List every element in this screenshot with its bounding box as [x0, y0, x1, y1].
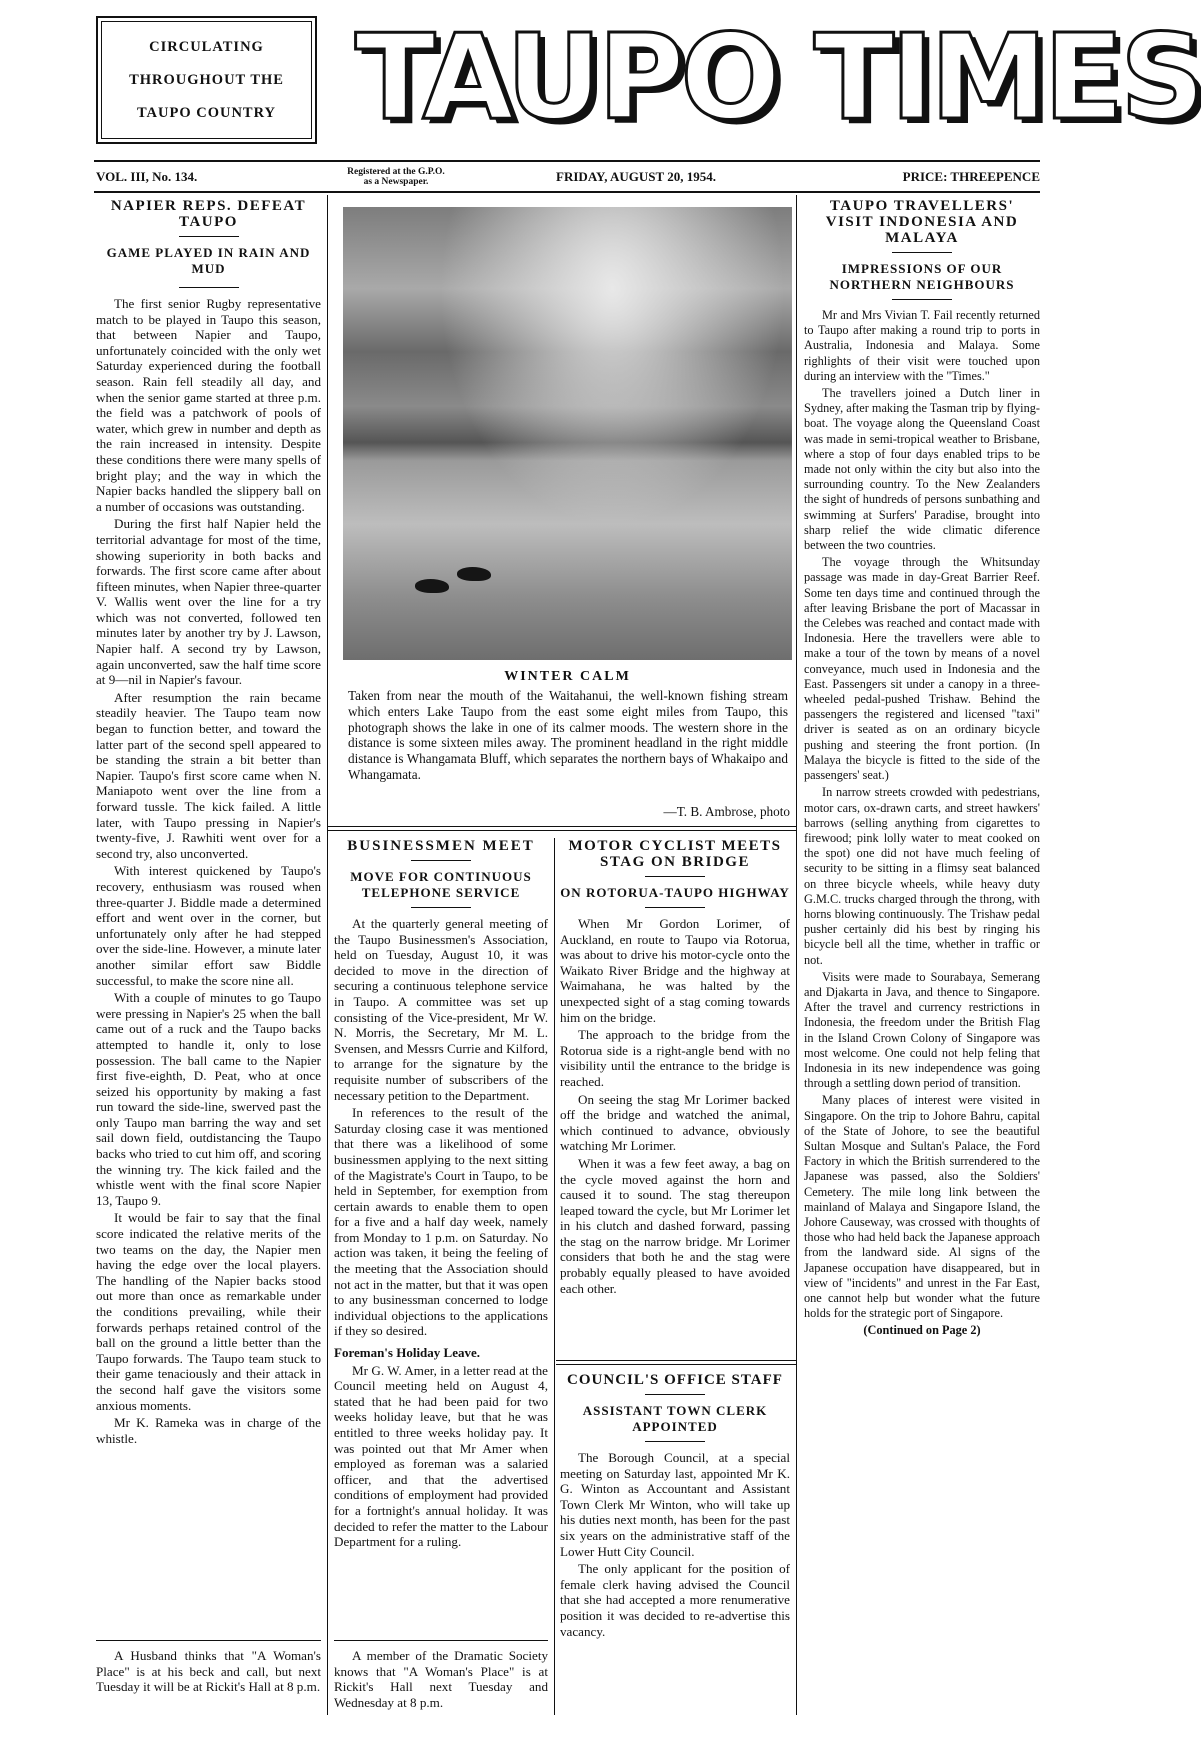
registration-line: as a Newspaper. — [363, 177, 429, 187]
travellers-paragraph: The travellers joined a Dutch liner in Sydney, after making the Tasman trip by flying-boat. The voyage along the Queensland Coast was made in semi-tropical weather to Brisbane, where a stop of four days enabled trips to be made not only within the city but also into the surrounding country. To the New Zealanders the sight of hundreds of persons sunbathing and swimming at Surfers' Paradise, brought into sharp relief the wide climatic diference between the two countries. — [804, 386, 1040, 553]
divider — [96, 1640, 321, 1641]
council-headline: COUNCIL'S OFFICE STAFF — [567, 1372, 783, 1388]
registration-line: Registered at the G.P.O. — [347, 167, 445, 177]
stag-paragraph: When it was a few feet away, a bag on the cycle moved against the horn and caused it to sound. The stag thereupon leaped toward the cycle, but Mr Lorimer let in his clutch and dashed forward, passing the stag on the narrow bridge. Mr Lorimer considers that both he and the stag were probably equally pleased to have avoided each other. — [560, 1155, 790, 1296]
photo-bottom-rule — [328, 826, 796, 831]
travellers-headline: TAUPO TRAVELLERS' VISIT INDONESIA AND MALAYA — [825, 198, 1019, 246]
divider — [892, 299, 952, 300]
stag-headline: MOTOR CYCLIST MEETS STAG ON BRIDGE — [568, 838, 782, 870]
business-headline: BUSINESSMEN MEET — [347, 838, 535, 854]
stag-paragraph: On seeing the stag Mr Lorimer backed off the bridge and watched the animal, which continued to advance, obviously watching Mr Lorimer. — [560, 1091, 790, 1154]
duck-shape — [415, 579, 449, 593]
rugby-paragraph: With interest quickened by Taupo's recovery, enthusiasm was roused when three-quarter J. Biddle made a determined effort and went over in the corner, but unfortunately only after he had stepped over the side-line. However, a minute later another similar effort saw Biddle successful, to make the score nine all. — [96, 863, 321, 988]
travellers-paragraph: In narrow streets crowded with pedestrians, motor cars, ox-drawn carts, and street hawkers' barrows (selling anything from cigarettes to firewood; pink lolly water to meat cooked on the spot) one did not have much feeling of security to be sitting in a flimsy seat balanced on three bicycle wheels, while heavy duty G.M.C. trucks charged through the throng, with horns blowing continuously. The Trishaw pedal pusher certainly did his best by ringing his bicycle bell all the time, whether in traffic or not. — [804, 785, 1040, 967]
rugby-paragraph: After resumption the rain became steadily heavier. The Taupo team now began to function better, and toward the latter part of the second spell appeared to be standing the strain a bit better than Napier. Taupo's first score came when N. Maniapoto went over the line from a forward tussle. The kick failed. A little later, with Taupo pressing in Napier's twenty-five, J. Rawhiti went over for a second try, also unconverted. — [96, 689, 321, 861]
council-subhead: ASSISTANT TOWN CLERK APPOINTED — [582, 1403, 768, 1434]
divider — [411, 907, 471, 908]
divider — [645, 1441, 705, 1442]
council-paragraph: The only applicant for the position of female clerk having advised the Council that she had accepted a more renumerative position it was decided to re-advertise this vacancy. — [560, 1561, 790, 1639]
circulation-line: CIRCULATING — [149, 38, 264, 55]
travellers-paragraph: Many places of interest were visited in Singapore. On the trip to Johore Bahru, capital of the State of Johore, to see the beautiful Sultan Mosque and Sultan's Palace, the Ford Factory in which the British surrendered to the Japanese was passed, also the Soldiers' Cemetery. The mile long link between the mainland of Malaya and Singapore Island, the Johore Causeway, was crossed with thoughts of those who had held back the Japanese approach from the landward side. Al signs of the Japanese occupation have disappeared, but in view of "incidents" and unrest in the Far East, one cannot help but wonder what the future holds for the strategic port of Singapore. — [804, 1093, 1040, 1321]
rugby-paragraph: Mr K. Rameka was in charge of the whistle. — [96, 1415, 321, 1446]
column-rule — [327, 195, 328, 1715]
council-paragraph: The Borough Council, at a special meeting on Saturday last, appointed Mr K. G. Winton as Accountant and Assistant Town Clerk Mr Winton, who will take up his duties next month, has been for the past six years on the administrative staff of the Lower Hutt City Council. — [560, 1450, 790, 1559]
stag-subhead: ON ROTORUA-TAUPO HIGHWAY — [560, 885, 790, 900]
divider — [892, 252, 952, 253]
photo-credit: —T. B. Ambrose, photo — [663, 804, 790, 819]
travellers-paragraph: Visits were made to Sourabaya, Semerang and Djakarta in Java, and thence to Singapore. After the travel and currency restrictions in Indonesia, the freedom under the British Flag in the Island Crown Colony of Singapore was most welcome. One could not help feling that Indonesia in its new independence was going through a settling down period of transition. — [804, 969, 1040, 1091]
circulation-box — [96, 16, 317, 144]
volume-number: VOL. III, No. 134. — [96, 169, 198, 184]
divider — [556, 1360, 796, 1365]
rugby-paragraph: The first senior Rugby representative match to be played in Taupo this season, that between Napier and Taupo, unfortunately coincided with the only wet Saturday experienced during the football season. Rain fell steadily all day, and when the senior game started at three p.m. the field was a patchwork of pools of water, which grew in number and depth as the rain increased in intensity. Despite these conditions there were many spells of bright play; and the way in which the Napier backs handled the slippery ball on a number of occasions was outstanding. — [96, 296, 321, 514]
divider — [334, 1640, 548, 1641]
business-footer-notice — [334, 1648, 548, 1710]
masthead-title: TAUPO TIMES — [355, 8, 1201, 146]
registration-note — [286, 167, 506, 187]
winter-calm-photo — [343, 207, 792, 660]
price: PRICE: THREEPENCE — [902, 169, 1040, 184]
rugby-paragraph: It would be fair to say that the final score indicated the relative merits of the two teams on the day, the Napier men having the edge over the local players. The handling of the Napier backs stood out more than once as remarkable under the conditions prevailing, while their forwards perhaps retained control of the ball on the ground a little better than the Taupo forwards. The Taupo team stuck to their game tenaciously and their attack in the second half gave the visitors some anxious moments. — [96, 1210, 321, 1413]
divider — [411, 860, 471, 861]
stag-article — [560, 838, 790, 1296]
rugby-subhead: GAME PLAYED IN RAIN AND MUD — [106, 245, 311, 276]
column-rule — [796, 195, 797, 1715]
dateline — [96, 166, 1040, 188]
circulation-line: TAUPO COUNTRY — [136, 104, 277, 121]
foreman-paragraph: Mr G. W. Amer, in a letter read at the Council meeting held on August 4, stated that he had been paid for two weeks holiday leave, but that he was entitled to three weeks holiday pay. It was pointed out that Mr Amer when employed as foreman was a salaried officer, and that the advertised conditions of employment had provided for a fortnight's annual holiday. It was decided to refer the matter to the Labour Department for a ruling. — [334, 1362, 548, 1550]
column-rule — [554, 838, 555, 1715]
issue-date: FRIDAY, AUGUST 20, 1954. — [556, 169, 716, 184]
rugby-article — [96, 198, 321, 1446]
photo-caption: Taken from near the mouth of the Waitahanui, the well-known fishing stream which enters Lake Taupo from the east some eight miles from Taupo, this photograph shows the lake in one of its calmer moods. The western shore in the distance is some sixteen miles away. The prominent headland in the right middle distance is Whangamata Bluff, which separates the northern bays of Whakaipo and Whangamata. — [348, 688, 788, 782]
photo-title: WINTER CALM — [504, 669, 631, 684]
rugby-footer-notice — [96, 1648, 321, 1695]
header-top-rule — [94, 160, 1040, 162]
stag-paragraph: The approach to the bridge from the Rotorua side is a right-angle bend with no visibility until the entrance to the bridge is reached. — [560, 1027, 790, 1089]
travellers-article — [804, 198, 1040, 1339]
business-article — [334, 838, 548, 1550]
divider — [179, 236, 239, 237]
rugby-paragraph: With a couple of minutes to go Taupo were pressing in Napier's 25 when the ball came out of a ruck and the Taupo backs attempted to handle it, only to lose possession. The ball came to the Napier first five-eighth, D. Peat, who at once seized his opportunity by making a fast run toward the side-line, swerved past the only Taupo man barring the way and set sail down field, outdistancing the Taupo backs who tried to cut him off, and scoring the winning try. The kick failed and the whistle went with the final score Napier 13, Taupo 9. — [96, 990, 321, 1208]
business-paragraph: At the quarterly general meeting of the Taupo Businessmen's Association, held on Tuesday, August 10, it was decided to move in the direction of securing a continuous telephone service in Taupo. A committee was set up consisting of the Vice-president, Mr W. N. Morris, the Secretary, Mr M. L. Svensen, and Messrs Currie and Kilford, to arrange for the signature by the requisite number of subscribers of the necessary petition to the Department. — [334, 916, 548, 1103]
notice-text: A member of the Dramatic Society knows that "A Woman's Place" is at Rickit's Hall next Tuesday and Wednesday at 8 p.m. — [334, 1648, 548, 1710]
divider — [179, 287, 239, 288]
business-paragraph: In references to the result of the Saturday closing case it was mentioned that there was a likelihood of some businessmen applying to the next sitting of the Magistrate's Court in Taupo, to be held in September, for exemption from certain awards to enable them to open for a five and a half day week, namely from Monday to 1 p.m. on Saturday. No action was taken, it being the feeling of the meeting that the Association should not act in the matter, but that it was open to any businessman concerned to lodge individual objections to the applications if they so desired. — [334, 1105, 548, 1339]
council-article — [560, 1372, 790, 1639]
stag-paragraph: When Mr Gordon Lorimer, of Auckland, en route to Taupo via Rotorua, was about to drive his motor-cycle onto the Waikato River Bridge and the highway at Waimahana, he was halted by the unexpected sight of a stag coming towards him on the bridge. — [560, 916, 790, 1025]
header-bottom-rule — [94, 191, 1040, 193]
duck-shape — [457, 567, 491, 581]
circulation-line: THROUGHOUT THE — [129, 71, 284, 88]
rugby-headline: NAPIER REPS. DEFEAT TAUPO — [110, 198, 307, 230]
divider — [645, 1394, 705, 1395]
business-subhead: MOVE FOR CONTINUOUS TELEPHONE SERVICE — [350, 869, 532, 900]
travellers-paragraph: Mr and Mrs Vivian T. Fail recently returned to Taupo after making a round trip to ports in Australia, Indonesia and Malaya. Some righlights of their visit were touched upon during an interview with the "Times." — [804, 308, 1040, 383]
foreman-subhead: Foreman's Holiday Leave. — [334, 1345, 481, 1361]
notice-text: A Husband thinks that "A Woman's Place" is at his beck and call, but next Tuesday it will be at Rickit's Hall at 8 p.m. — [96, 1648, 321, 1695]
continued-note: (Continued on Page 2) — [863, 1323, 981, 1338]
travellers-paragraph: The voyage through the Whitsunday passage was made in day-Great Barrier Reef. Some ten days time and continued through the after leaving Brisbane the port of Macassar in the Celebes was reached and contact made with Indonesia. Here the travellers were able to make a tour of the town by means of a novel conveyance, much used in Indonesia and the East. Passengers sit under a canopy in a three-wheeled pedal-pushed Trishaw. Behind the passengers the registered and licensed "taxi" driver is seated as on an ordinary bicycle pushing and steering the front portion. (In Malaya the bicycle is fitted to the side of the passengers' seat.) — [804, 555, 1040, 783]
travellers-subhead: IMPRESSIONS OF OUR NORTHERN NEIGHBOURS — [829, 261, 1015, 292]
rugby-paragraph: During the first half Napier held the territorial advantage for most of the time, showing superiority in both backs and forwards. The first score came after about fifteen minutes, when Napier three-quarter V. Wallis went over the line for a try which was not converted, followed ten minutes later by another try by J. Lawson, Napier half. A second try by Lawson, again unconverted, saw the half time score at 9—nil in Napier's favour. — [96, 516, 321, 688]
divider — [645, 907, 705, 908]
divider — [645, 876, 705, 877]
